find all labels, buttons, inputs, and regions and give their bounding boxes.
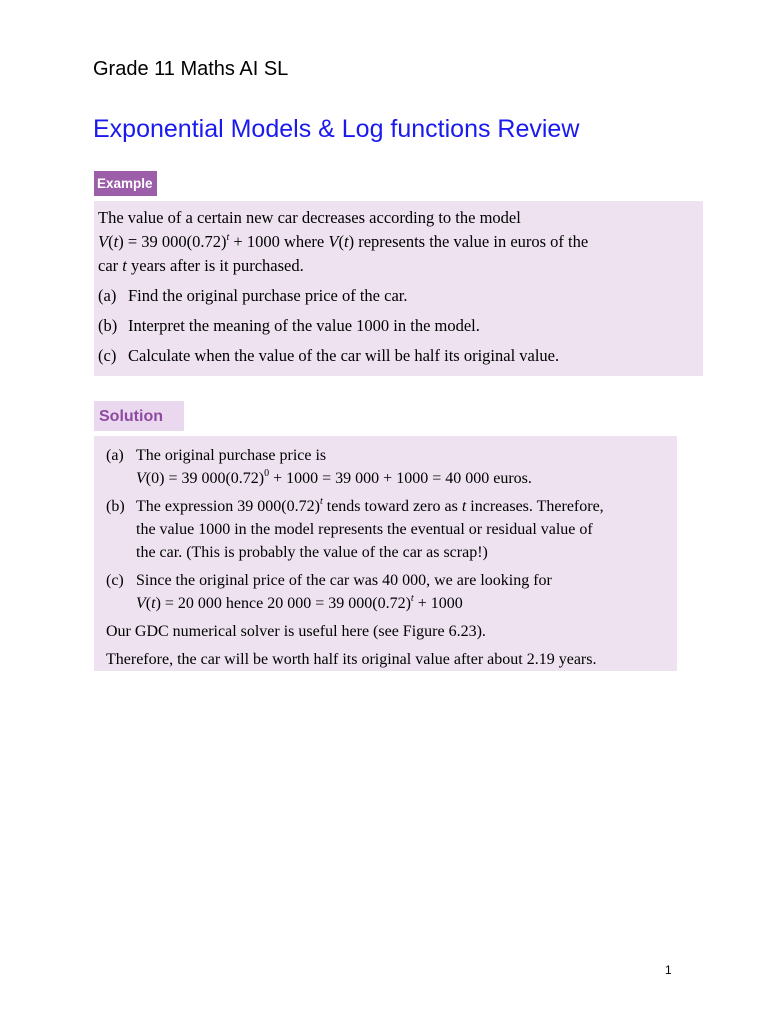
solution-box [94, 436, 677, 671]
example-intro-line-2: V(t) = 39 $000(0.72)^t + 1000$ where V(t) represents the value in euros of the [98, 232, 589, 251]
example-part-c: (c) Calculate when the value of the car will be half its original value. [98, 346, 560, 365]
solution-part-c: (c) Since the original price of the car was 40 000, we are looking for V(t) = 20 000 hence 20 000 = 39 $000(0.72)^t + 1000$ [106, 572, 552, 612]
example-tag: Example [94, 171, 157, 196]
solution-tag: Solution [94, 401, 184, 431]
example-intro-line-3: car t years after is it purchased. [98, 256, 304, 275]
page-title: Exponential Models & Log functions Review [93, 115, 580, 143]
solution-part-b: (b) The expression 39 $000(0.72)^t$ tends toward zero as t increases. Therefore, the value 1000 in the model represents the eventual or residual value of the car. (This is probably the value of the car as scrap!) [106, 496, 604, 561]
example-part-b: (b) Interpret the meaning of the value 1000 in the model. [98, 316, 480, 335]
course-title: Grade 11 Maths AI SL [93, 58, 289, 80]
page-number: 1 [665, 963, 672, 977]
solution-gdc-note: Our GDC numerical solver is useful here (see Figure 6.23). [106, 623, 486, 640]
example-box [94, 201, 703, 376]
example-part-a: (a) Find the original purchase price of the car. [98, 286, 408, 305]
solution-part-a: (a) The original purchase price is V(0) = 39 $000(0.72)^0 + 1000 = 39$ 000 + 1000 = 40 000 euros. [106, 447, 532, 487]
example-intro-line-1: The value of a certain new car decreases according to the model [98, 208, 521, 227]
solution-conclusion: Therefore, the car will be worth half its original value after about 2.19 years. [106, 651, 597, 668]
